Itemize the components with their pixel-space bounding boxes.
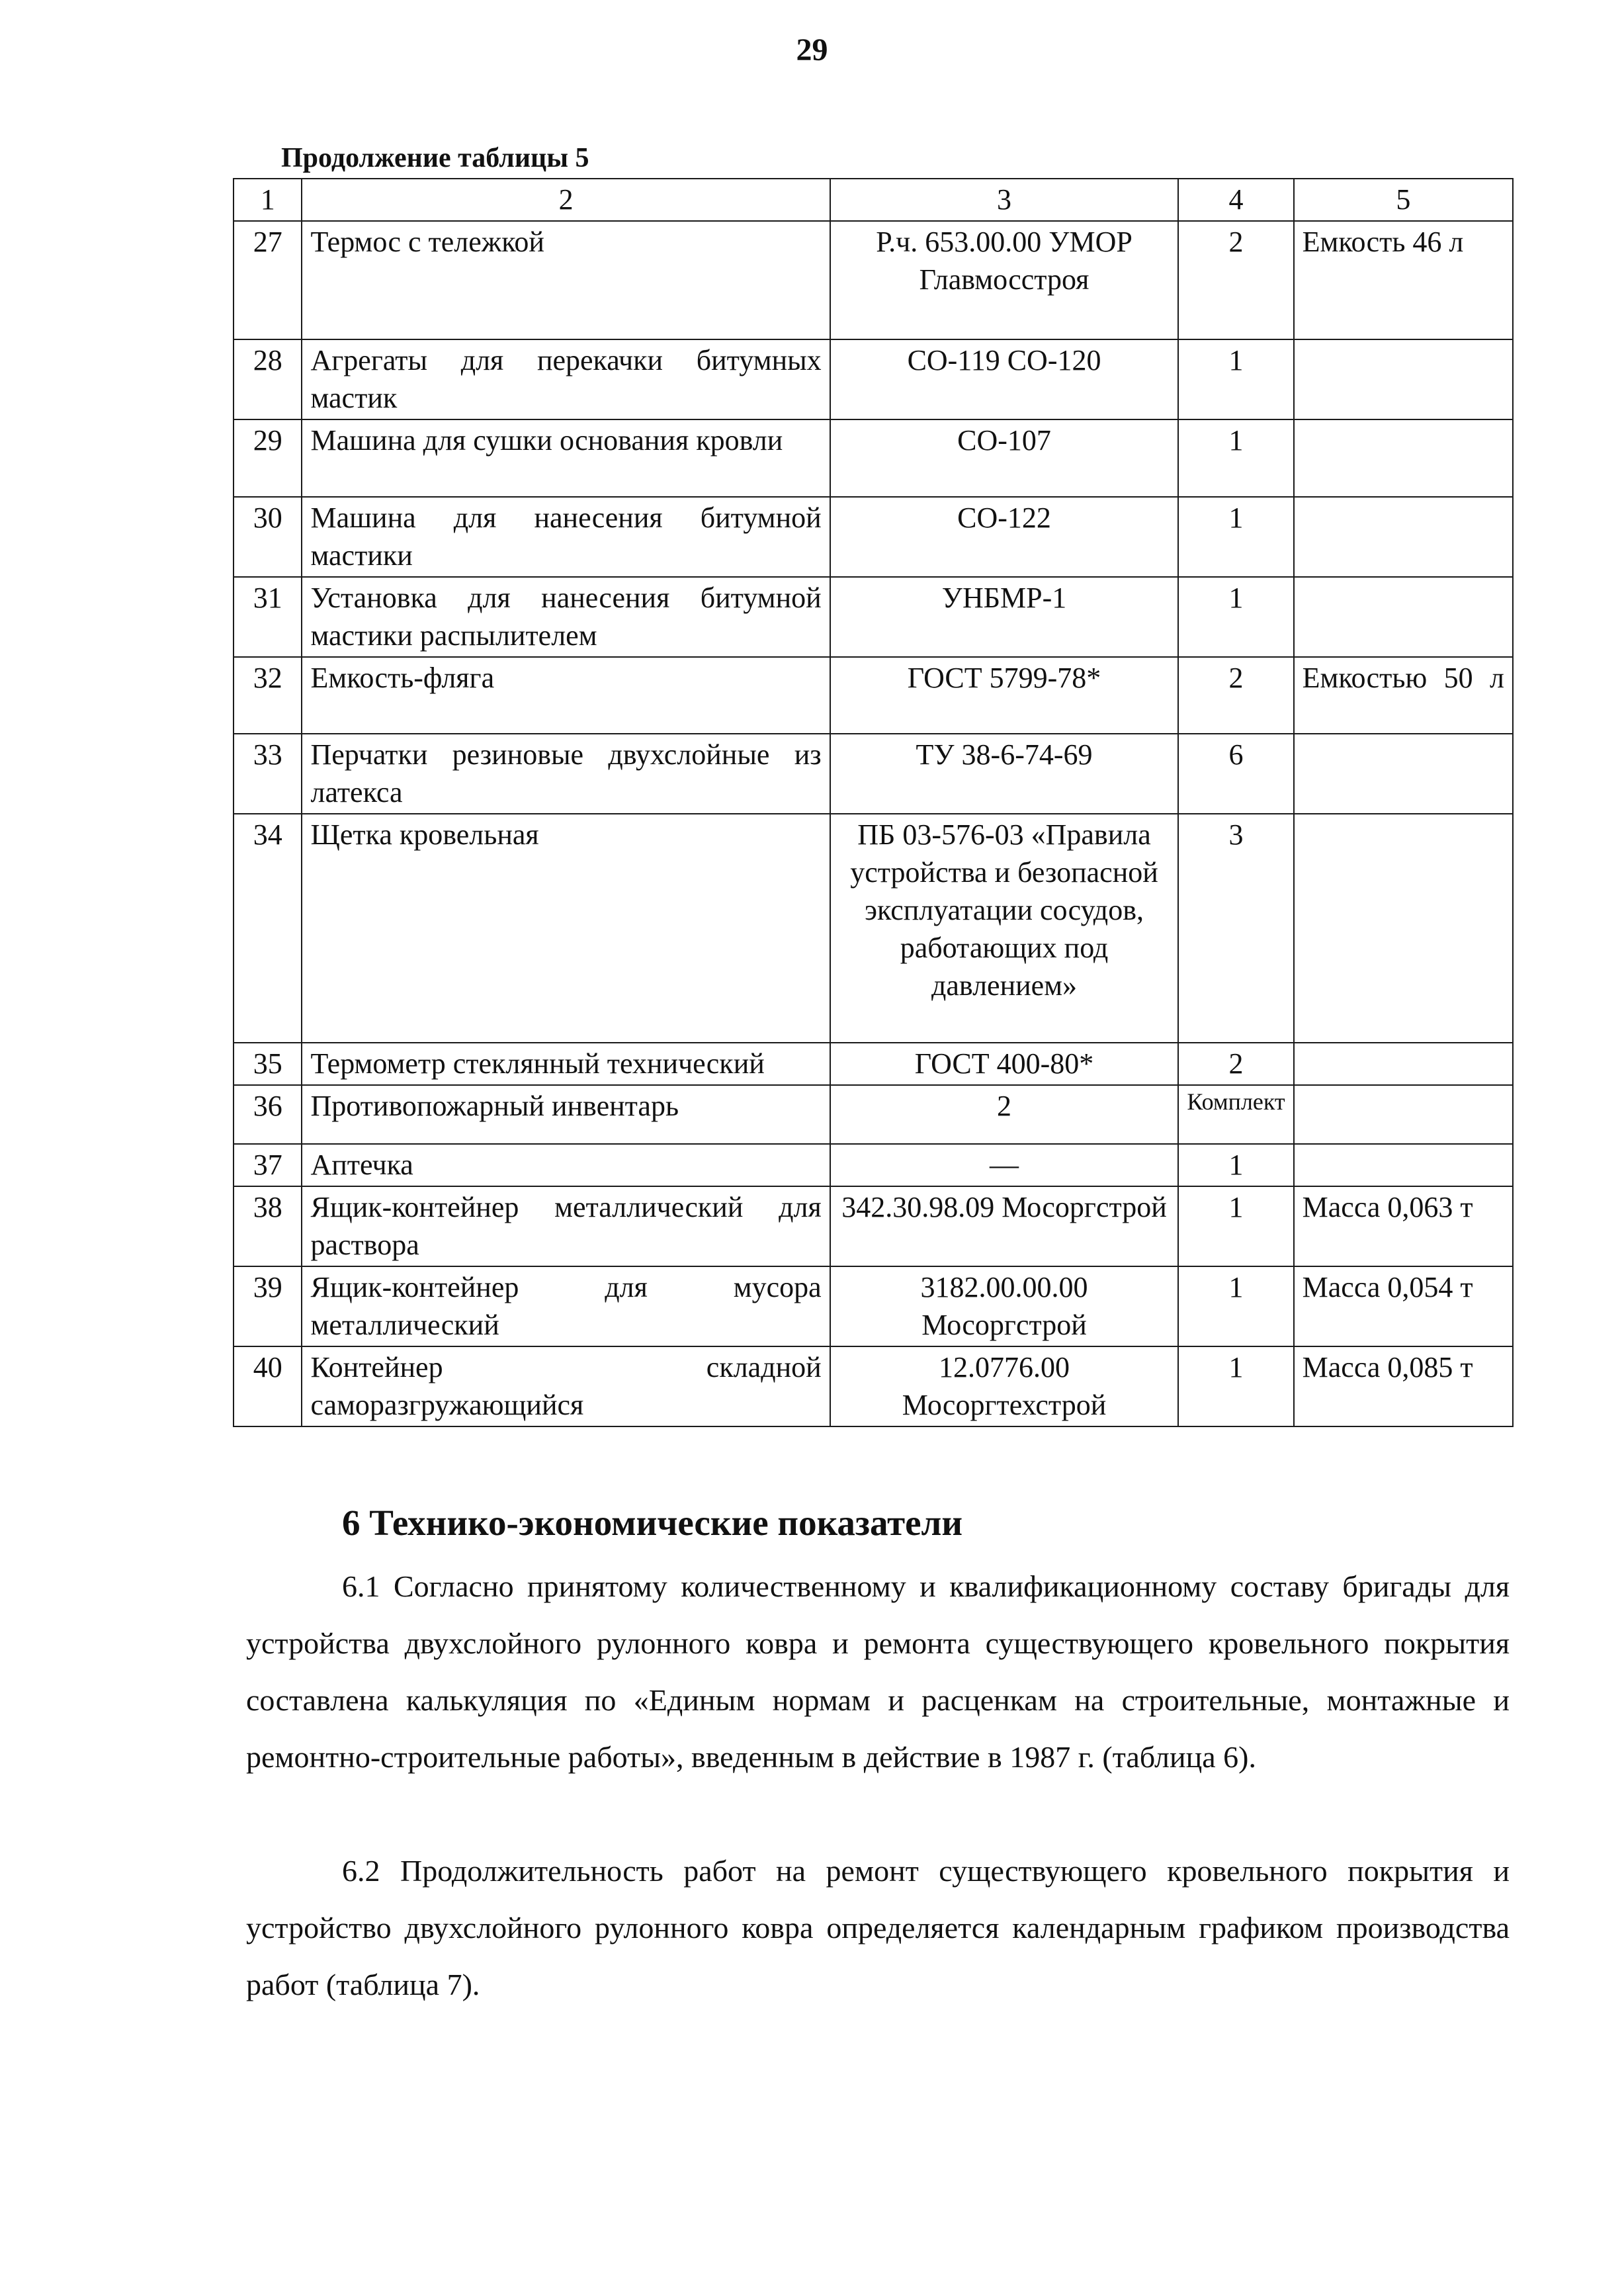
item-note: [1294, 814, 1513, 1043]
page-number: 29: [796, 32, 828, 67]
item-name: Машина для сушки основания кровли: [302, 419, 830, 497]
row-number: 38: [234, 1186, 302, 1266]
item-standard: —: [830, 1144, 1179, 1186]
table-row: [234, 657, 1513, 734]
row-number: 32: [234, 657, 302, 734]
item-note: [1294, 1085, 1513, 1144]
item-quantity: 1: [1178, 1346, 1293, 1426]
item-name: Перчатки резиновые двухслойные из латекса: [302, 734, 830, 814]
table-row: [234, 814, 1513, 1043]
item-note: Масса 0,054 т: [1294, 1266, 1513, 1346]
item-quantity: 1: [1178, 577, 1293, 657]
item-quantity: 1: [1178, 1266, 1293, 1346]
item-name: Термос с тележкой: [302, 221, 830, 339]
header-cell-5: 5: [1294, 179, 1513, 221]
item-note: [1294, 577, 1513, 657]
item-quantity: 6: [1178, 734, 1293, 814]
item-quantity: 1: [1178, 497, 1293, 577]
item-quantity: 2: [1178, 221, 1293, 339]
table-header-row: [234, 179, 1513, 221]
item-standard: ГОСТ 5799-78*: [830, 657, 1179, 734]
row-number: 40: [234, 1346, 302, 1426]
item-name: Противопожарный инвентарь: [302, 1085, 830, 1144]
item-note: [1294, 497, 1513, 577]
item-standard: Р.ч. 653.00.00 УМОР Главмосстроя: [830, 221, 1179, 339]
item-note: Емкостью 50 л: [1294, 657, 1513, 734]
row-number: 34: [234, 814, 302, 1043]
item-name: Щетка кровельная: [302, 814, 830, 1043]
item-standard: СО-107: [830, 419, 1179, 497]
header-cell-4: 4: [1178, 179, 1293, 221]
item-note: [1294, 1144, 1513, 1186]
table-row: [234, 1085, 1513, 1144]
table-row: [234, 1186, 1513, 1266]
item-note: [1294, 339, 1513, 419]
table-row: [234, 419, 1513, 497]
item-quantity: Комплект: [1178, 1085, 1293, 1144]
item-name: Контейнер складной саморазгружающийся: [302, 1346, 830, 1426]
row-number: 36: [234, 1085, 302, 1144]
item-standard: 2: [830, 1085, 1179, 1144]
row-number: 31: [234, 577, 302, 657]
item-quantity: 1: [1178, 419, 1293, 497]
item-quantity: 1: [1178, 1144, 1293, 1186]
item-standard: ПБ 03-576-03 «Правила устройства и безопасной эксплуатации сосудов, работающих под давлением»: [830, 814, 1179, 1043]
row-number: 28: [234, 339, 302, 419]
item-note: [1294, 419, 1513, 497]
item-standard: УНБМР-1: [830, 577, 1179, 657]
table-row: [234, 1266, 1513, 1346]
table-row: [234, 1144, 1513, 1186]
item-note: Емкость 46 л: [1294, 221, 1513, 339]
section-title: 6 Технико-экономические показатели: [342, 1503, 963, 1543]
item-standard: ТУ 38-6-74-69: [830, 734, 1179, 814]
row-number: 37: [234, 1144, 302, 1186]
row-number: 35: [234, 1043, 302, 1085]
table-row: [234, 1043, 1513, 1085]
item-standard: 12.0776.00 Мосоргтехстрой: [830, 1346, 1179, 1426]
item-name: Емкость-фляга: [302, 657, 830, 734]
item-name: Аптечка: [302, 1144, 830, 1186]
table-caption: Продолжение таблицы 5: [281, 143, 589, 173]
item-note: Масса 0,085 т: [1294, 1346, 1513, 1426]
header-cell-1: 1: [234, 179, 302, 221]
table-row: [234, 734, 1513, 814]
item-quantity: 1: [1178, 339, 1293, 419]
row-number: 33: [234, 734, 302, 814]
item-quantity: 1: [1178, 1186, 1293, 1266]
item-name: Агрегаты для перекачки битумных мастик: [302, 339, 830, 419]
row-number: 30: [234, 497, 302, 577]
item-quantity: 3: [1178, 814, 1293, 1043]
table-row: [234, 339, 1513, 419]
item-standard: ГОСТ 400-80*: [830, 1043, 1179, 1085]
item-note: Масса 0,063 т: [1294, 1186, 1513, 1266]
item-name: Ящик-контейнер для мусора металлический: [302, 1266, 830, 1346]
item-name: Установка для нанесения битумной мастики распылителем: [302, 577, 830, 657]
item-quantity: 2: [1178, 657, 1293, 734]
item-name: Термометр стеклянный технический: [302, 1043, 830, 1085]
table-row: [234, 1346, 1513, 1426]
row-number: 29: [234, 419, 302, 497]
item-standard: 3182.00.00.00 Мосоргстрой: [830, 1266, 1179, 1346]
header-cell-3: 3: [830, 179, 1179, 221]
item-name: Машина для нанесения битумной мастики: [302, 497, 830, 577]
item-name: Ящик-контейнер металлический для раствора: [302, 1186, 830, 1266]
table-row: [234, 577, 1513, 657]
item-note: [1294, 734, 1513, 814]
row-number: 27: [234, 221, 302, 339]
row-number: 39: [234, 1266, 302, 1346]
table-row: [234, 221, 1513, 339]
table-row: [234, 497, 1513, 577]
equipment-table: [233, 178, 1514, 1427]
item-quantity: 2: [1178, 1043, 1293, 1085]
header-cell-2: 2: [302, 179, 830, 221]
item-standard: СО-119 СО-120: [830, 339, 1179, 419]
paragraph-6-2: 6.2 Продолжительность работ на ремонт существующего кровельного покрытия и устройство двухслойного рулонного ковра определяется календарным графиком производства работ (таблица 7).: [246, 1854, 1510, 2001]
item-note: [1294, 1043, 1513, 1085]
item-standard: СО-122: [830, 497, 1179, 577]
paragraph-6-1: 6.1 Согласно принятому количественному и квалификационному составу бригады для устройства двухслойного рулонного ковра и ремонта существующего кровельного покрытия составлена калькуляция по «Единым нормам и расценкам на строительные, монтажные и ремонтно-строительные работы», введенным в действие в 1987 г. (таблица 6).: [246, 1569, 1510, 1774]
item-standard: 342.30.98.09 Мосоргстрой: [830, 1186, 1179, 1266]
